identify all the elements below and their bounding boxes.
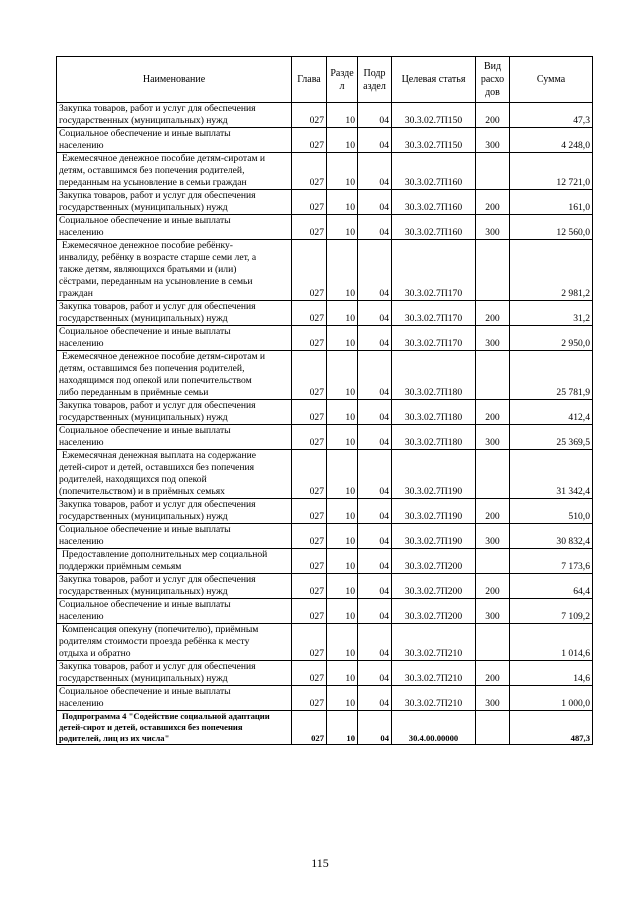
cell-sum: 31,2 (510, 301, 593, 326)
cell-section: 10 (327, 686, 358, 711)
cell-subsection: 04 (358, 240, 392, 301)
cell-section: 10 (327, 326, 358, 351)
cell-subsection: 04 (358, 153, 392, 190)
cell-section: 10 (327, 215, 358, 240)
cell-type: 300 (476, 686, 510, 711)
cell-sum: 12 721,0 (510, 153, 593, 190)
table-row (57, 549, 593, 574)
cell-subsection: 04 (358, 103, 392, 128)
cell-name: Социальное обеспечение и иные выплаты населению (57, 128, 292, 153)
cell-name: Социальное обеспечение и иные выплаты населению (57, 524, 292, 549)
cell-section: 10 (327, 574, 358, 599)
cell-name: Ежемесячное денежное пособие ребёнку- инвалиду, ребёнку в возрасте старше семи лет, а также детям, являющихся братьями и (или) сёстрами, переданным на усыновление в семьи граждан (57, 240, 292, 301)
cell-target: 30.3.02.7П210 (392, 686, 476, 711)
cell-chapter: 027 (292, 326, 327, 351)
cell-type: 300 (476, 128, 510, 153)
cell-type (476, 240, 510, 301)
cell-type: 300 (476, 215, 510, 240)
cell-target: 30.3.02.7П150 (392, 103, 476, 128)
cell-chapter: 027 (292, 215, 327, 240)
cell-type: 200 (476, 499, 510, 524)
cell-subsection: 04 (358, 301, 392, 326)
table-row (57, 711, 593, 745)
cell-target: 30.3.02.7П170 (392, 301, 476, 326)
table-row (57, 103, 593, 128)
cell-sum: 7 109,2 (510, 599, 593, 624)
cell-section: 10 (327, 661, 358, 686)
cell-chapter: 027 (292, 624, 327, 661)
cell-type: 300 (476, 326, 510, 351)
cell-sum: 14,6 (510, 661, 593, 686)
cell-section: 10 (327, 499, 358, 524)
cell-name: Социальное обеспечение и иные выплаты населению (57, 686, 292, 711)
cell-sum: 7 173,6 (510, 549, 593, 574)
cell-target: 30.3.02.7П200 (392, 549, 476, 574)
table-row (57, 351, 593, 400)
header-subsection: Подр аздел (358, 57, 392, 103)
cell-name: Предоставление дополнительных мер социальной поддержки приёмным семьям (57, 549, 292, 574)
cell-chapter: 027 (292, 153, 327, 190)
cell-name: Закупка товаров, работ и услуг для обеспечения государственных (муниципальных) нужд (57, 499, 292, 524)
page-number: 115 (311, 856, 329, 870)
cell-name: Закупка товаров, работ и услуг для обеспечения государственных (муниципальных) нужд (57, 400, 292, 425)
cell-target: 30.4.00.00000 (392, 711, 476, 745)
header-type: Вид расхо дов (476, 57, 510, 103)
cell-chapter: 027 (292, 450, 327, 499)
cell-target: 30.3.02.7П150 (392, 128, 476, 153)
cell-subsection: 04 (358, 425, 392, 450)
cell-section: 10 (327, 624, 358, 661)
cell-subsection: 04 (358, 450, 392, 499)
cell-chapter: 027 (292, 400, 327, 425)
cell-target: 30.3.02.7П180 (392, 351, 476, 400)
cell-type: 300 (476, 524, 510, 549)
cell-chapter: 027 (292, 661, 327, 686)
cell-subsection: 04 (358, 215, 392, 240)
cell-type: 200 (476, 103, 510, 128)
cell-section: 10 (327, 190, 358, 215)
cell-sum: 64,4 (510, 574, 593, 599)
cell-name: Закупка товаров, работ и услуг для обеспечения государственных (муниципальных) нужд (57, 574, 292, 599)
cell-name: Ежемесячное денежное пособие детям-сиротам и детям, оставшимся без попечения родителей, находящимся под опекой или попечительством либо переданным в приёмные семьи (57, 351, 292, 400)
cell-subsection: 04 (358, 686, 392, 711)
cell-type: 300 (476, 425, 510, 450)
cell-name: Ежемесячная денежная выплата на содержание детей-сирот и детей, оставшихся без попечения родителей, находящихся под опекой (попечительством) и в приёмных семьях (57, 450, 292, 499)
table-row (57, 326, 593, 351)
cell-subsection: 04 (358, 711, 392, 745)
table-row (57, 128, 593, 153)
cell-target: 30.3.02.7П190 (392, 524, 476, 549)
cell-name: Компенсация опекуну (попечителю), приёмным родителям стоимости проезда ребёнка к месту отдыха и обратно (57, 624, 292, 661)
cell-sum: 161,0 (510, 190, 593, 215)
header-sum: Сумма (510, 57, 593, 103)
cell-chapter: 027 (292, 240, 327, 301)
header-target: Целевая статья (392, 57, 476, 103)
cell-subsection: 04 (358, 190, 392, 215)
cell-target: 30.3.02.7П160 (392, 215, 476, 240)
cell-chapter: 027 (292, 524, 327, 549)
cell-section: 10 (327, 153, 358, 190)
cell-type: 300 (476, 599, 510, 624)
cell-subsection: 04 (358, 599, 392, 624)
header-name: Наименование (57, 57, 292, 103)
table-row (57, 450, 593, 499)
cell-type: 200 (476, 301, 510, 326)
cell-subsection: 04 (358, 624, 392, 661)
cell-section: 10 (327, 549, 358, 574)
cell-sum: 25 781,9 (510, 351, 593, 400)
table-row (57, 624, 593, 661)
cell-sum: 25 369,5 (510, 425, 593, 450)
cell-target: 30.3.02.7П180 (392, 425, 476, 450)
table-row (57, 400, 593, 425)
table-row (57, 599, 593, 624)
table-row (57, 425, 593, 450)
cell-target: 30.3.02.7П210 (392, 624, 476, 661)
cell-chapter: 027 (292, 128, 327, 153)
cell-section: 10 (327, 351, 358, 400)
cell-subsection: 04 (358, 400, 392, 425)
cell-sum: 4 248,0 (510, 128, 593, 153)
cell-chapter: 027 (292, 301, 327, 326)
cell-section: 10 (327, 240, 358, 301)
cell-target: 30.3.02.7П210 (392, 661, 476, 686)
table-row (57, 240, 593, 301)
cell-type (476, 153, 510, 190)
cell-subsection: 04 (358, 549, 392, 574)
cell-sum: 412,4 (510, 400, 593, 425)
cell-target: 30.3.02.7П190 (392, 450, 476, 499)
cell-subsection: 04 (358, 351, 392, 400)
cell-type: 200 (476, 400, 510, 425)
cell-chapter: 027 (292, 574, 327, 599)
cell-section: 10 (327, 301, 358, 326)
cell-subsection: 04 (358, 574, 392, 599)
cell-subsection: 04 (358, 524, 392, 549)
cell-target: 30.3.02.7П190 (392, 499, 476, 524)
cell-section: 10 (327, 425, 358, 450)
cell-section: 10 (327, 524, 358, 549)
cell-name: Закупка товаров, работ и услуг для обеспечения государственных (муниципальных) нужд (57, 661, 292, 686)
table-header-row (57, 57, 593, 103)
cell-type (476, 711, 510, 745)
cell-chapter: 027 (292, 599, 327, 624)
cell-section: 10 (327, 128, 358, 153)
cell-sum: 31 342,4 (510, 450, 593, 499)
cell-section: 10 (327, 599, 358, 624)
table-row (57, 686, 593, 711)
cell-sum: 2 981,2 (510, 240, 593, 301)
cell-chapter: 027 (292, 711, 327, 745)
table-row (57, 524, 593, 549)
cell-name: Закупка товаров, работ и услуг для обеспечения государственных (муниципальных) нужд (57, 103, 292, 128)
cell-chapter: 027 (292, 190, 327, 215)
cell-subsection: 04 (358, 326, 392, 351)
table-row (57, 574, 593, 599)
cell-target: 30.3.02.7П200 (392, 574, 476, 599)
cell-subsection: 04 (358, 128, 392, 153)
cell-name: Социальное обеспечение и иные выплаты населению (57, 326, 292, 351)
cell-subsection: 04 (358, 661, 392, 686)
cell-name: Закупка товаров, работ и услуг для обеспечения государственных (муниципальных) нужд (57, 190, 292, 215)
cell-section: 10 (327, 450, 358, 499)
cell-name: Ежемесячное денежное пособие детям-сиротам и детям, оставшимся без попечения родителей, переданным на усыновление в семьи граждан (57, 153, 292, 190)
cell-chapter: 027 (292, 425, 327, 450)
cell-chapter: 027 (292, 103, 327, 128)
cell-type (476, 450, 510, 499)
cell-name: Социальное обеспечение и иные выплаты населению (57, 599, 292, 624)
cell-chapter: 027 (292, 686, 327, 711)
cell-type (476, 351, 510, 400)
cell-target: 30.3.02.7П170 (392, 326, 476, 351)
cell-target: 30.3.02.7П180 (392, 400, 476, 425)
cell-sum: 1 014,6 (510, 624, 593, 661)
cell-sum: 1 000,0 (510, 686, 593, 711)
cell-name: Социальное обеспечение и иные выплаты населению (57, 425, 292, 450)
cell-chapter: 027 (292, 351, 327, 400)
cell-sum: 47,3 (510, 103, 593, 128)
table-row (57, 153, 593, 190)
table-row (57, 215, 593, 240)
cell-sum: 487,3 (510, 711, 593, 745)
cell-type: 200 (476, 190, 510, 215)
cell-chapter: 027 (292, 499, 327, 524)
cell-subsection: 04 (358, 499, 392, 524)
cell-sum: 30 832,4 (510, 524, 593, 549)
cell-type: 200 (476, 574, 510, 599)
cell-type (476, 549, 510, 574)
cell-sum: 2 950,0 (510, 326, 593, 351)
cell-type: 200 (476, 661, 510, 686)
cell-name: Закупка товаров, работ и услуг для обеспечения государственных (муниципальных) нужд (57, 301, 292, 326)
cell-target: 30.3.02.7П200 (392, 599, 476, 624)
table-row (57, 499, 593, 524)
cell-name: Подпрограмма 4 "Содействие социальной адаптации детей-сирот и детей, оставшихся без попечения родителей, лиц из их числа" (57, 711, 292, 745)
cell-section: 10 (327, 400, 358, 425)
cell-sum: 12 560,0 (510, 215, 593, 240)
table-row (57, 661, 593, 686)
cell-sum: 510,0 (510, 499, 593, 524)
cell-target: 30.3.02.7П170 (392, 240, 476, 301)
cell-section: 10 (327, 711, 358, 745)
cell-target: 30.3.02.7П160 (392, 190, 476, 215)
table-body (57, 103, 593, 745)
table-row (57, 190, 593, 215)
cell-target: 30.3.02.7П160 (392, 153, 476, 190)
cell-section: 10 (327, 103, 358, 128)
header-section: Разде л (327, 57, 358, 103)
header-chapter: Глава (292, 57, 327, 103)
table-row (57, 301, 593, 326)
budget-table (56, 56, 593, 745)
cell-type (476, 624, 510, 661)
cell-chapter: 027 (292, 549, 327, 574)
cell-name: Социальное обеспечение и иные выплаты населению (57, 215, 292, 240)
